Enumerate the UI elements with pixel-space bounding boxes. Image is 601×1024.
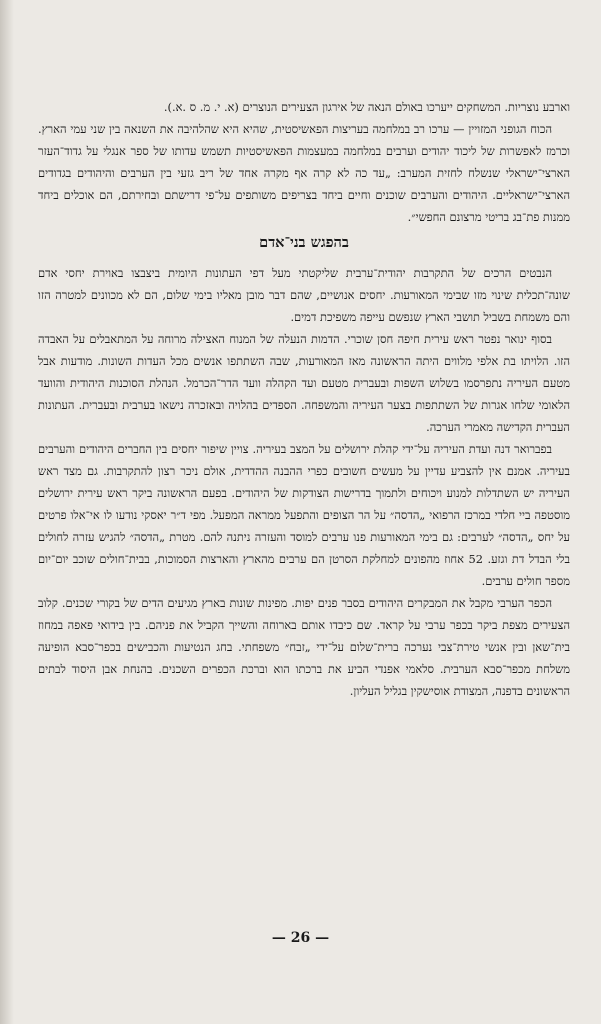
paragraph-6: הכפר הערבי מקבל את המבקרים היהודים בסבר פנים יפות. מפינות שונות בארץ מגיעים הדים של בקורי שכנים. קלוב הצעירים מצפת ביקר בכפר ערבי על קראד. שם כיבדו אותם בארוחה והשייך הקביל את פניהם. בין בידואי פאפה במחוז בית־שאן ובין אנשי טירת־צבי נערכה ברית־שלום על־ידי „זבח״ משפחתי. בחג הנטיעות והכבישים בכפר־סבא הופיעה משלחת מכפר־סבא הערבית. סלאמי אפנדי הביע את ברכתו הוא וברכת הכפרים השכנים. בהנחת אבן היסוד לבתים הראשונים בדפנה, המצודת אוסישקין בגליל העליון.	[38, 596, 570, 698]
section-heading: בהפגש בני־אדם	[259, 234, 349, 251]
page-edge-shadow	[0, 0, 14, 1024]
page-number: — 26 —	[271, 930, 330, 946]
paragraph-3: הנבטים הרכים של התקרבות יהודית־ערבית שליקטתי מעל דפי העתונות היומית ביצבצו באוירת יחסי אדם שונה־תכלית שינוי מזו שבימי המאורעות. יחסים אנושיים, שהם דבר מובן מאליו בימי שלום, הם לא מכוונים למטרה הזו והם משמחת בשביל תושבי הארץ שנפשם עייפה משפיכת דמים.	[38, 266, 570, 324]
paragraph-4: בסוף ינואר נפטר ראש עירית חיפה חסן שוכרי. הדמות הנעלה של המנוח האצילה מרוחה על המתאבלים על האבדה הזו. הלויתו בת אלפי מלווים היתה הראשונה מאז המאורעות, שבה השתתפו אנשים מכל העדות השונות. מודעות אבל מטעם העיריה נתפרסמו בשלוש השפות ובעברית מטעם ועד הקהלה וועד הדר־הכרמל. הנהלת הסוכנות היהודית והוועד הלאומי שלחו אגרות של השתתפות בצער העיריה והמשפחה. הספדים בהלויה ובאזכרה נישאו בערבית ובעברית. העתונות העברית הקדישה מאמרי הערכה.	[38, 332, 570, 434]
paragraph-5: בפברואר דנה ועדת העיריה על־ידי קהלת ירושלים על המצב בעיריה. צויין שיפור יחסים בין החברים היהודים והערבים בעיריה. אמנם אין להצביע עדיין על מעשים חשובים כפרי ההבנה ההדדית, אולם ניכר רצון להתקרבות. גם מצד ראש העיריה יש השתדלות למנוע ויכוחים ולתמוך בדרישות הצודקות של היהודים. בפעם הראשונה ביקר ראש עירית ירושלים מוסטפה ביי חלדי במרכז הרפואי „הדסה״ על הר הצופים והתפעל ממראה המפעל. מפי ד״ר יאסקי נודעו לו אי־אלו פרטים על יחס „הדסה״ לערבים: גם בימי המאורעות פנו ערבים למוסד והעזרה ניתנה להם. מטרת „הדסה״ להגיש עזרה לחולים בלי הבדל דת וגזע. 52 אחוז מהפונים למחלקת הסרטן הם ערבים מהארץ והארצות הסמוכות, בבית־חולים שוכב יום־יום מספר חולים ערבים.	[38, 442, 570, 588]
body-text	[38, 96, 570, 702]
paragraph-2: הכוח הגופני המזויין — ערכו רב במלחמה בעריצות הפאשיסטית, שהיא היא שהלהיבה את השנאה בין שני עמי הארץ. וכרמז לאפשרות של ליכוד יהודים וערבים במלחמה במעצמות הפאשיסטיות תשמש עדותו של ספר אנגלי על גדוד־העזר הארצי־ישראלי שנשלח לחזית המערב: „עד כה לא קרה אף מקרה אחד של ריב גזעי בין הערבים והיהודים בגדודים הארצי־ישראליים. היהודים והערבים שוכנים וחיים ביחד בצריפים משותפים על־פי דרישתם ובחירתם, הם אוכלים ביחד ממנות פת־בג בריטי מרצונם החפשי״.	[38, 122, 570, 224]
paragraph-1: ואר‍בע נוצריות. המשחקים ייערכו באולם הנאה של אירגון הצעירים הנוצרים (א. י. מ. ס .א.).	[163, 100, 570, 114]
